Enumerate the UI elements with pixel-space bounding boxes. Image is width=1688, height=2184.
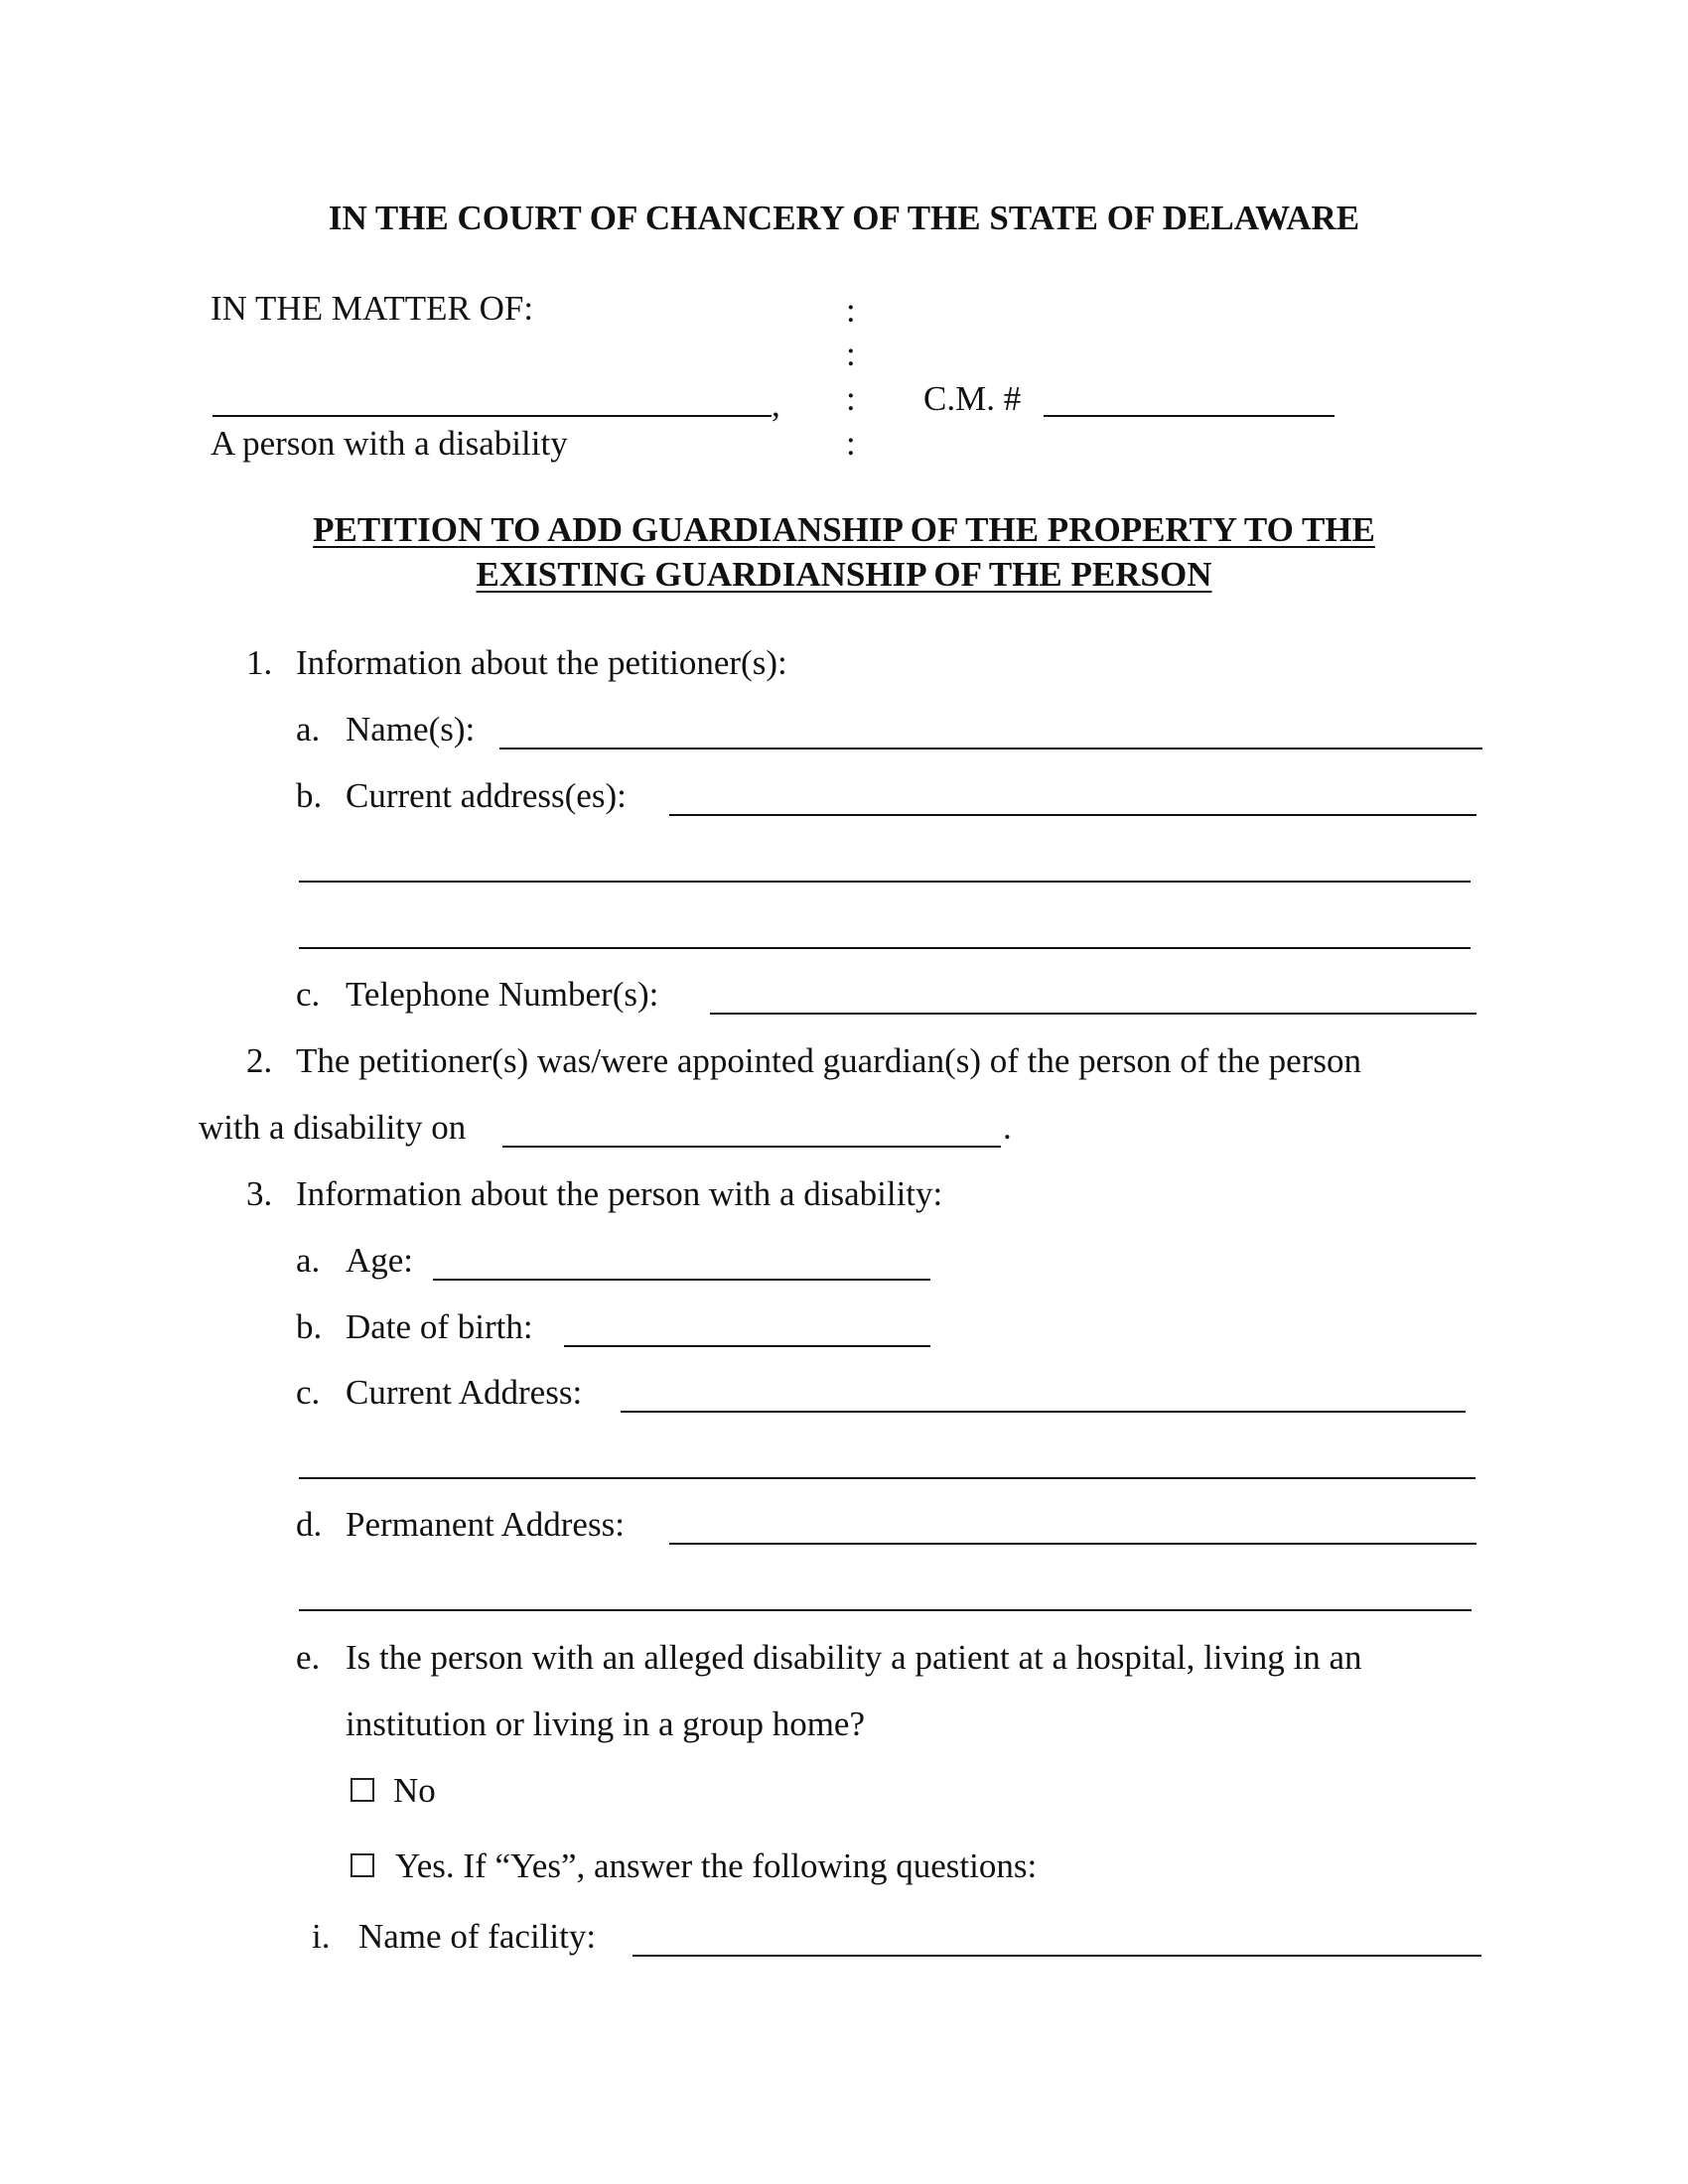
petitioner-phone-label: Telephone Number(s):: [346, 975, 659, 1014]
person-description: A person with a disability: [211, 424, 568, 463]
item-letter: d.: [296, 1505, 323, 1544]
item-letter: c.: [296, 1373, 321, 1412]
age-field[interactable]: [433, 1279, 930, 1281]
petitioner-address-field[interactable]: [669, 814, 1477, 816]
item-letter: c.: [296, 975, 321, 1014]
cm-number-field[interactable]: [1044, 415, 1335, 417]
current-address-label: Current Address:: [346, 1373, 583, 1412]
item-letter: e.: [296, 1638, 321, 1677]
age-label: Age:: [346, 1241, 414, 1280]
petitioner-address-label: Current address(es):: [346, 776, 627, 815]
caption-colon: :: [846, 424, 856, 463]
petitioner-address-field-line-3[interactable]: [299, 947, 1471, 949]
facility-name-label: Name of facility:: [358, 1917, 597, 1956]
caption-colon: :: [846, 291, 856, 330]
section-2-text: The petitioner(s) was/were appointed guardian(s) of the person of the person: [296, 1041, 1361, 1080]
section-1-heading: Information about the petitioner(s):: [296, 643, 787, 682]
facility-name-field[interactable]: [633, 1955, 1481, 1957]
sub-item-numeral: i.: [312, 1917, 331, 1956]
item-letter: a.: [296, 1241, 321, 1280]
section-number: 1.: [246, 643, 273, 682]
court-heading: IN THE COURT OF CHANCERY OF THE STATE OF DELAWARE: [328, 199, 1360, 237]
person-name-field[interactable]: [212, 415, 772, 417]
cm-number-label: C.M. #: [923, 379, 1022, 418]
caption-comma: ,: [772, 385, 780, 424]
permanent-address-label: Permanent Address:: [346, 1505, 625, 1544]
petition-title-line-2: EXISTING GUARDIANSHIP OF THE PERSON: [476, 555, 1212, 594]
no-checkbox[interactable]: [351, 1778, 374, 1802]
facility-question-line-1: Is the person with an alleged disability a patient at a hospital, living in an: [346, 1638, 1362, 1677]
section-2-text-continued: with a disability on: [199, 1108, 467, 1147]
section-number: 3.: [246, 1174, 273, 1213]
item-letter: b.: [296, 776, 323, 815]
facility-question-line-2: institution or living in a group home?: [346, 1705, 866, 1743]
caption-colon: :: [846, 335, 856, 373]
caption-colon: :: [846, 379, 856, 418]
item-letter: b.: [296, 1307, 323, 1346]
appointment-date-field[interactable]: [502, 1146, 1001, 1148]
petitioner-address-field-line-2[interactable]: [299, 881, 1471, 883]
current-address-field-line-2[interactable]: [299, 1477, 1476, 1479]
no-option-label: No: [393, 1771, 436, 1810]
yes-checkbox[interactable]: [351, 1853, 374, 1877]
permanent-address-field[interactable]: [669, 1543, 1477, 1545]
petitioner-phone-field[interactable]: [710, 1013, 1477, 1015]
sentence-period: .: [1003, 1108, 1012, 1147]
petition-title-line-1: PETITION TO ADD GUARDIANSHIP OF THE PROPERTY TO THE: [313, 510, 1375, 549]
date-of-birth-label: Date of birth:: [346, 1307, 533, 1346]
section-3-heading: Information about the person with a disability:: [296, 1174, 943, 1213]
petitioner-name-field[interactable]: [499, 748, 1482, 750]
matter-of-label: IN THE MATTER OF:: [211, 289, 534, 328]
item-letter: a.: [296, 710, 321, 749]
section-number: 2.: [246, 1041, 273, 1080]
permanent-address-field-line-2[interactable]: [299, 1609, 1472, 1611]
petitioner-name-label: Name(s):: [346, 710, 476, 749]
current-address-field[interactable]: [621, 1411, 1466, 1413]
yes-option-label: Yes. If “Yes”, answer the following questions:: [395, 1846, 1038, 1885]
date-of-birth-field[interactable]: [564, 1345, 930, 1347]
